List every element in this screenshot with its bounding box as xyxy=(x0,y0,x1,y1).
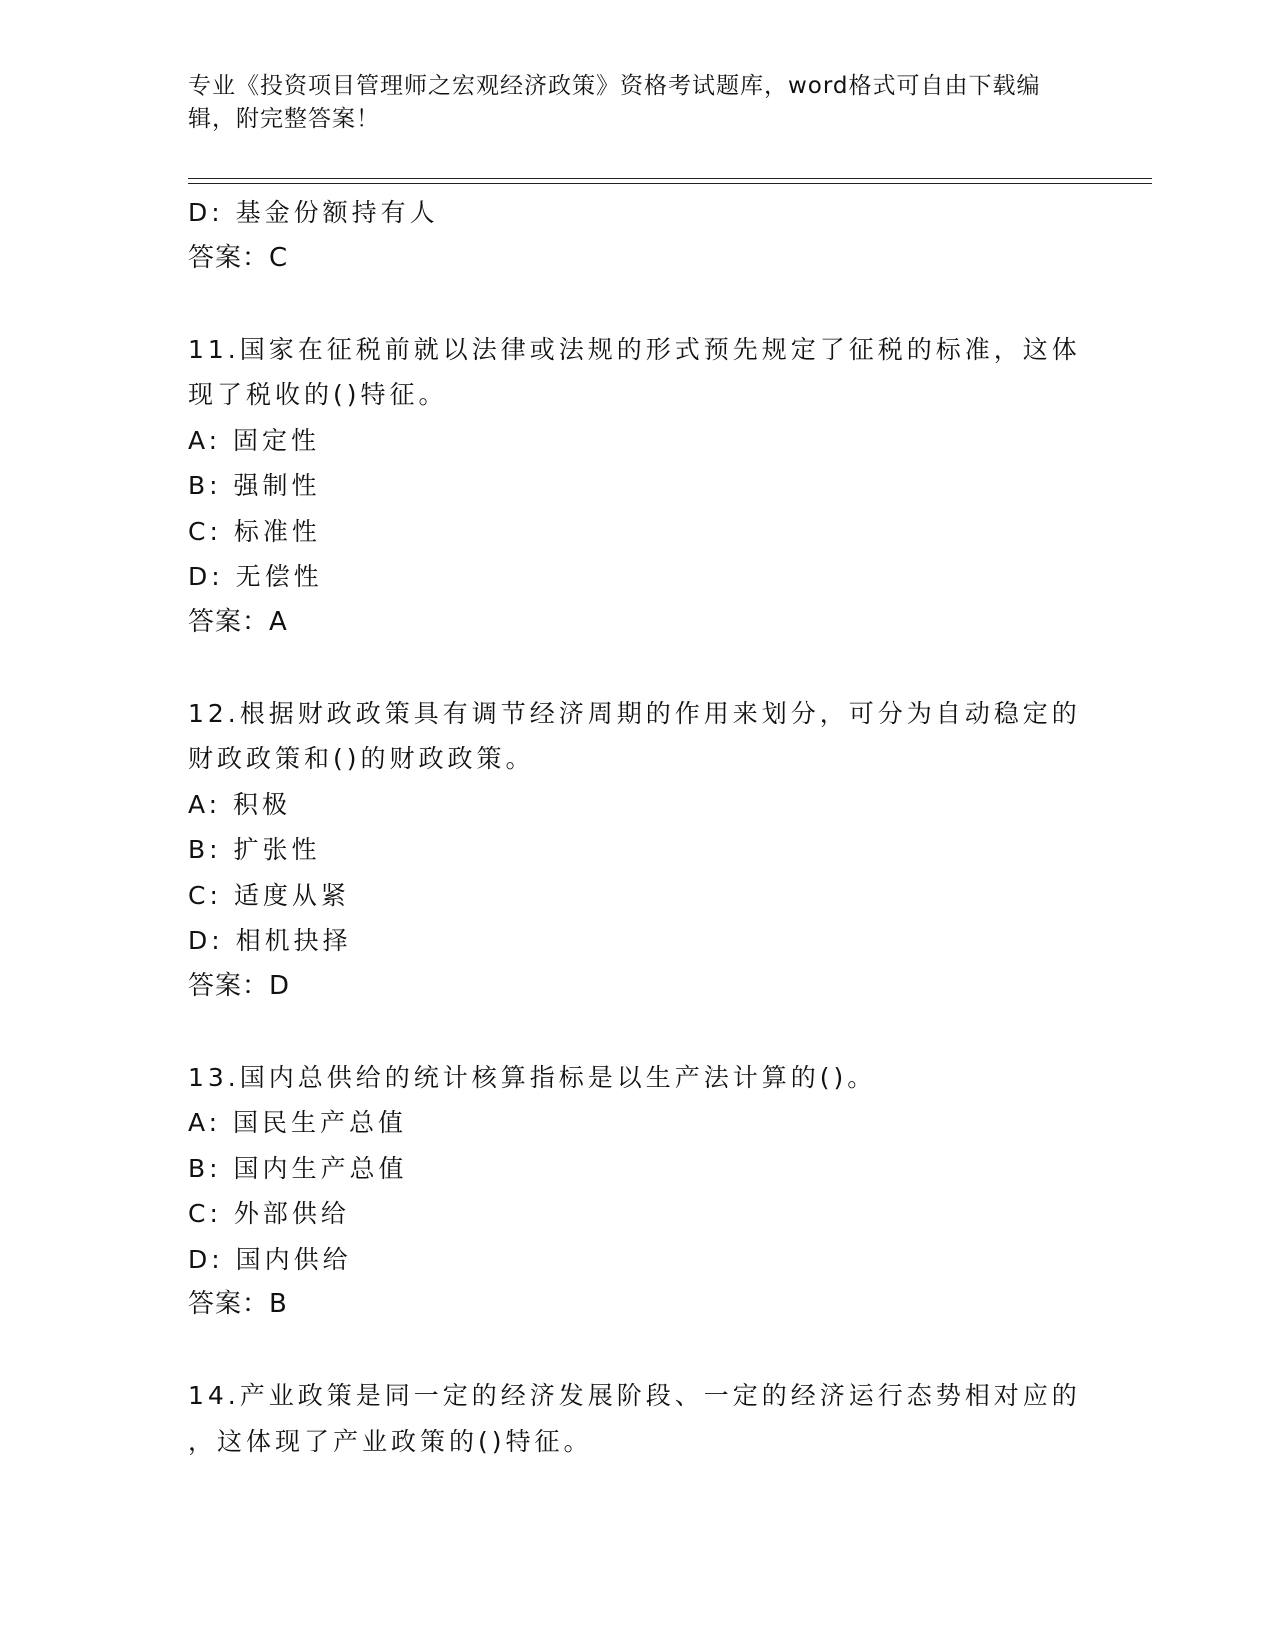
answer-line: 答案：C xyxy=(188,242,289,273)
question-11-stem-line2: 现了税收的()特征。 xyxy=(188,380,448,409)
question-12-stem-line1: 12.根据财政政策具有调节经济周期的作用来划分，可分为自动稳定的 xyxy=(188,698,1081,728)
question-13-option-c: C: 外部供给 xyxy=(188,1199,350,1228)
question-13-answer: 答案：B xyxy=(188,1289,288,1319)
spacer xyxy=(188,1328,1088,1374)
header-divider-top xyxy=(188,178,1152,179)
spacer xyxy=(188,281,1088,327)
question-13-option-a: A: 国民生产总值 xyxy=(188,1108,408,1137)
question-13-option-b: B: 国内生产总值 xyxy=(188,1153,408,1183)
question-12-option-c: C: 适度从紧 xyxy=(188,880,350,910)
question-12-stem-line2: 财政政策和()的财政政策。 xyxy=(188,744,535,773)
page-header: 专业《投资项目管理师之宏观经济政策》资格考试题库，word格式可自由下载编辑，附完整答案！ xyxy=(188,73,1041,132)
question-12-option-a: A: 积极 xyxy=(188,789,292,819)
question-14-stem-line2: ，这体现了产业政策的()特征。 xyxy=(188,1426,593,1456)
question-12-option-d: D: 相机抉择 xyxy=(188,926,352,955)
spacer xyxy=(188,645,1088,691)
question-11-answer: 答案：A xyxy=(188,606,288,637)
spacer xyxy=(188,1009,1088,1055)
option-d: D: 基金份额持有人 xyxy=(188,198,439,227)
header-divider-bottom xyxy=(188,183,1152,184)
question-13-stem-line1: 13.国内总供给的统计核算指标是以生产法计算的()。 xyxy=(188,1062,877,1092)
question-11-option-d: D: 无偿性 xyxy=(188,562,323,591)
question-13-option-d: D: 国内供给 xyxy=(188,1244,352,1274)
question-14-stem-line1: 14.产业政策是同一定的经济发展阶段、一定的经济运行态势相对应的 xyxy=(188,1381,1081,1410)
question-11-option-a: A: 固定性 xyxy=(188,425,321,455)
question-list xyxy=(188,190,1088,1464)
question-12-option-b: B: 扩张性 xyxy=(188,835,321,864)
question-12-answer: 答案：D xyxy=(188,970,291,1001)
question-11-option-c: C: 标准性 xyxy=(188,516,321,546)
question-11-option-b: B: 强制性 xyxy=(188,471,321,500)
question-11-stem-line1: 11.国家在征税前就以法律或法规的形式预先规定了征税的标准，这体 xyxy=(188,334,1081,364)
